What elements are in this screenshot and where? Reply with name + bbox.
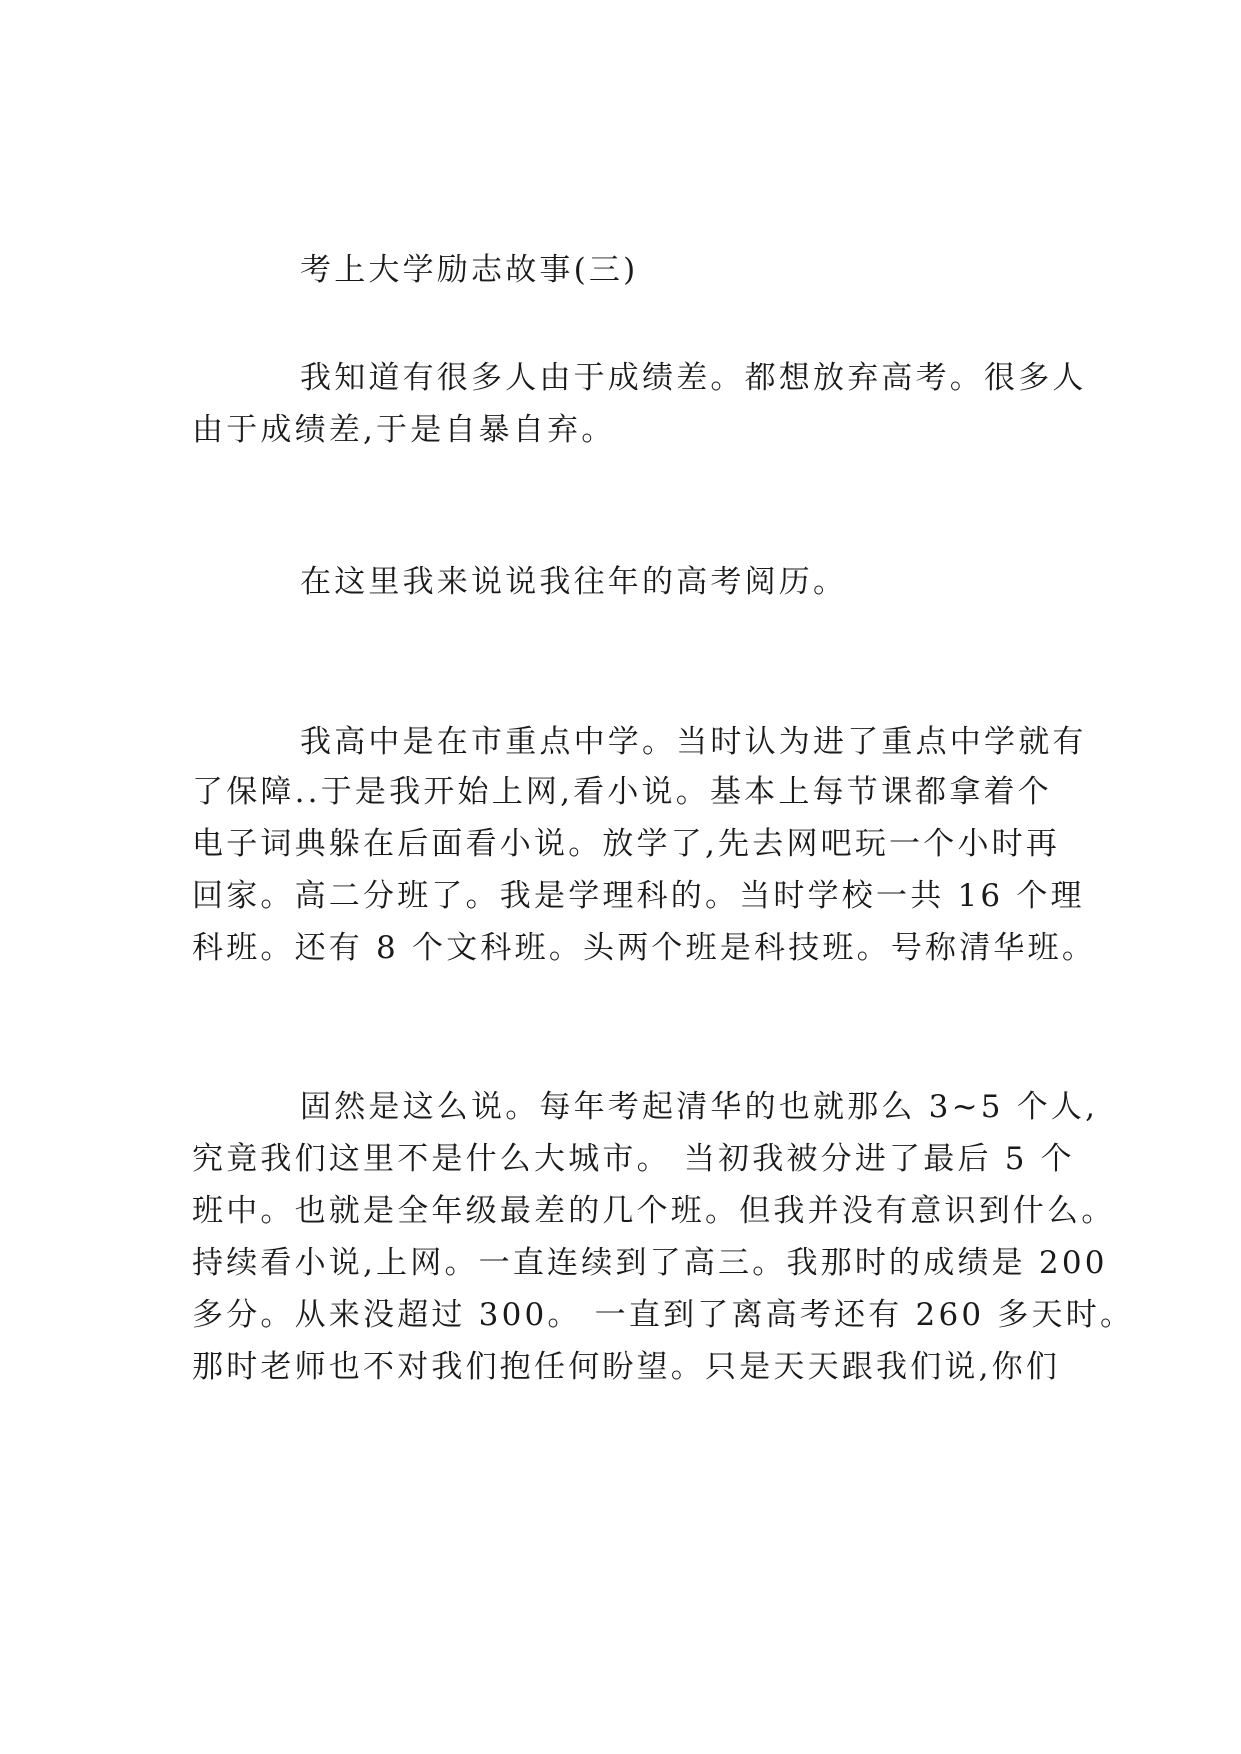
paragraph-line: 了保障..于是我开始上网,看小说。基本上每节课都拿着个 (192, 774, 1052, 810)
document-title: 考上大学励志故事(三) (300, 252, 639, 288)
paragraph-line: 我知道有很多人由于成绩差。都想放弃高考。很多人 (300, 360, 1087, 396)
paragraph-line: 电子词典躲在后面看小说。放学了,先去网吧玩一个小时再 (192, 826, 1061, 862)
paragraph-line: 持续看小说,上网。一直连续到了高三。我那时的成绩是 200 (192, 1245, 1108, 1281)
paragraph-line: 科班。还有 8 个文科班。头两个班是科技班。号称清华班。 (192, 930, 1097, 966)
paragraph-line: 究竟我们这里不是什么大城市。 当初我被分进了最后 5 个 (192, 1141, 1075, 1177)
paragraph-line: 固然是这么说。每年考起清华的也就那么 3~5 个人, (300, 1089, 1099, 1125)
paragraph-line: 多分。从来没超过 300。 一直到了离高考还有 260 多天时。 (192, 1297, 1135, 1333)
paragraph-line: 那时老师也不对我们抱任何盼望。只是天天跟我们说,你们 (192, 1349, 1061, 1385)
paragraph-line: 班中。也就是全年级最差的几个班。但我并没有意识到什么。 (192, 1193, 1116, 1229)
paragraph-line: 在这里我来说说我往年的高考阅历。 (300, 564, 848, 600)
paragraph-line: 回家。高二分班了。我是学理科的。当时学校一共 16 个理 (192, 878, 1085, 914)
paragraph-line: 我高中是在市重点中学。当时认为进了重点中学就有 (300, 724, 1087, 760)
paragraph-line: 由于成绩差,于是自暴自弃。 (192, 412, 616, 448)
